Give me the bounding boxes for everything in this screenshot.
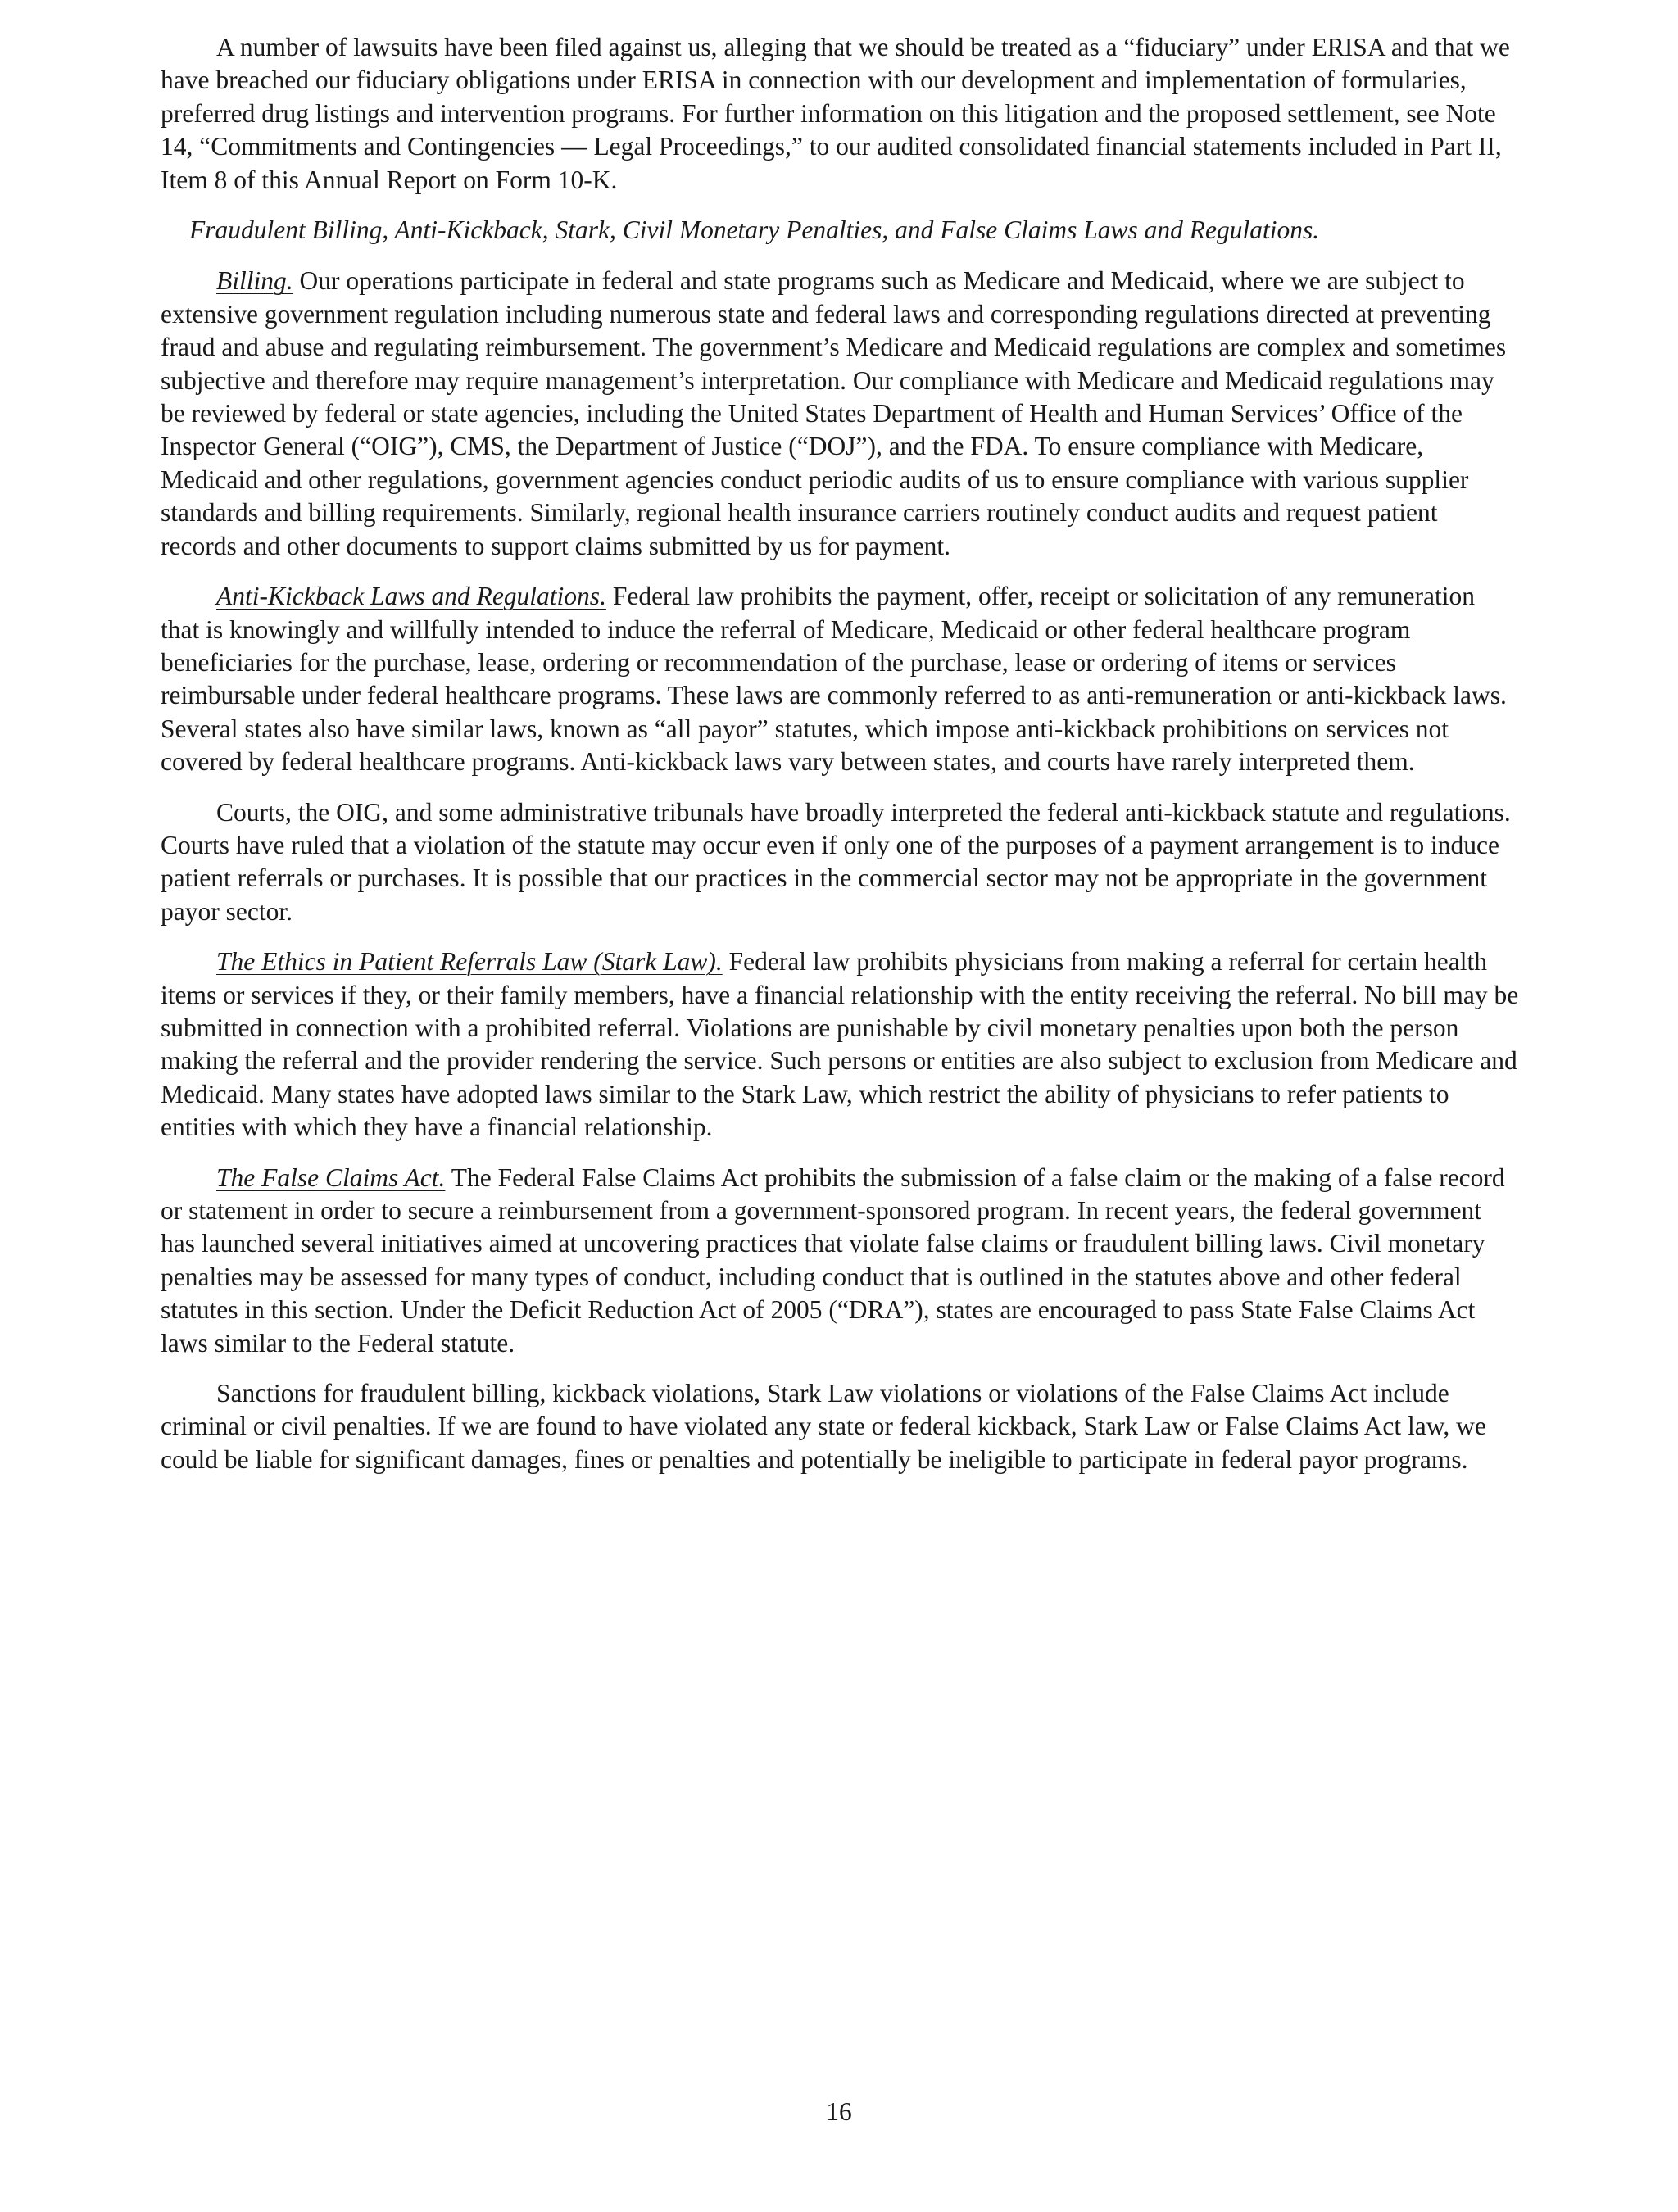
anti-kickback-text: Federal law prohibits the payment, offer, receipt or solicitation of any remuneration that is knowingly and willfully intended to induce the referral of Medicare, Medicaid or other federal healthcare program beneficiaries for the purchase, lease, ordering or recommendation of the purchase, lease or ordering of items or services reimbursable under federal healthcare programs. These laws are commonly referred to as anti-remuneration or anti-kickback laws. Several states also have similar laws, known as “all payor” statutes, which impose anti-kickback prohibitions on services not covered by federal healthcare programs. Anti-kickback laws vary between states, and courts have rarely interpreted them. xyxy=(161,582,1507,777)
sanctions-paragraph: Sanctions for fraudulent billing, kickback violations, Stark Law violations or violations of the False Claims Act include criminal or civil penalties. If we are found to have violated any state or federal kickback, Stark Law or False Claims Act law, we could be liable for significant damages, fines or penalties and potentially be ineligible to participate in federal payor programs. xyxy=(161,1379,1486,1474)
billing-title: Billing. xyxy=(216,266,293,296)
courts-paragraph: Courts, the OIG, and some administrative tribunals have broadly interpreted the federal anti-kickback statute and regulations. Courts have ruled that a violation of the statute may occur even if only one of the purposes of a payment arrangement is to induce patient referrals or purchases. It is possible that our practices in the commercial sector may not be appropriate in the government payor sector. xyxy=(161,797,1511,926)
billing-text: Our operations participate in federal and state programs such as Medicare and Medicaid, where we are subject to extensive government regulation including numerous state and federal laws and corresponding regulations directed at preventing fraud and abuse and regulating reimbursement. The government’s Medicare and Medicaid regulations are complex and sometimes subjective and therefore may require management’s interpretation. Our compliance with Medicare and Medicaid regulations may be reviewed by federal or state agencies, including the United States Department of Health and Human Services’ Office of the Inspector General (“OIG”), CMS, the Department of Justice (“DOJ”), and the FDA. To ensure compliance with Medicare, Medicaid and other regulations, government agencies conduct periodic audits of us to ensure compliance with various supplier standards and billing requirements. Similarly, regional health insurance carriers routinely conduct audits and request patient records and other documents to support claims submitted by us for payment. xyxy=(161,266,1507,560)
document-page xyxy=(161,31,1519,1494)
anti-kickback-paragraph xyxy=(161,580,1519,778)
billing-paragraph xyxy=(161,265,1519,563)
section-heading: Fraudulent Billing, Anti-Kickback, Stark, Civil Monetary Penalties, and False Claims Laws and Regulations. xyxy=(189,215,1320,245)
intro-paragraph: A number of lawsuits have been filed against us, alleging that we should be treated as a “fiduciary” under ERISA and that we have breached our fiduciary obligations under ERISA in connection with our development and implementation of formularies, preferred drug listings and intervention programs. For further information on this litigation and the proposed settlement, see Note 14, “Commitments and Contingencies — Legal Proceedings,” to our audited consolidated financial statements included in Part II, Item 8 of this Annual Report on Form 10-K. xyxy=(161,33,1510,194)
anti-kickback-title: Anti-Kickback Laws and Regulations. xyxy=(216,582,606,611)
false-claims-text: The Federal False Claims Act prohibits the submission of a false claim or the making of a false record or statement in order to secure a reimbursement from a government-sponsored program. In recent years, the federal government has launched several initiatives aimed at uncovering practices that violate false claims or fraudulent billing laws. Civil monetary penalties may be assessed for many types of conduct, including conduct that is outlined in the statutes above and other federal statutes in this section. Under the Deficit Reduction Act of 2005 (“DRA”), states are encouraged to pass State False Claims Act laws similar to the Federal statute. xyxy=(161,1163,1505,1358)
stark-law-title: The Ethics in Patient Referrals Law (Stark Law). xyxy=(216,947,723,977)
false-claims-paragraph xyxy=(161,1162,1519,1360)
page-number: 16 xyxy=(826,2097,852,2126)
stark-law-text: Federal law prohibits physicians from making a referral for certain health items or services if they, or their family members, have a financial relationship with the entity receiving the referral. No bill may be submitted in connection with a prohibited referral. Violations are punishable by civil monetary penalties upon both the person making the referral and the provider rendering the service. Such persons or entities are also subject to exclusion from Medicare and Medicaid. Many states have adopted laws similar to the Stark Law, which restrict the ability of physicians to refer patients to entities with which they have a financial relationship. xyxy=(161,947,1519,1142)
false-claims-title: The False Claims Act. xyxy=(216,1163,446,1192)
stark-law-paragraph xyxy=(161,945,1519,1144)
